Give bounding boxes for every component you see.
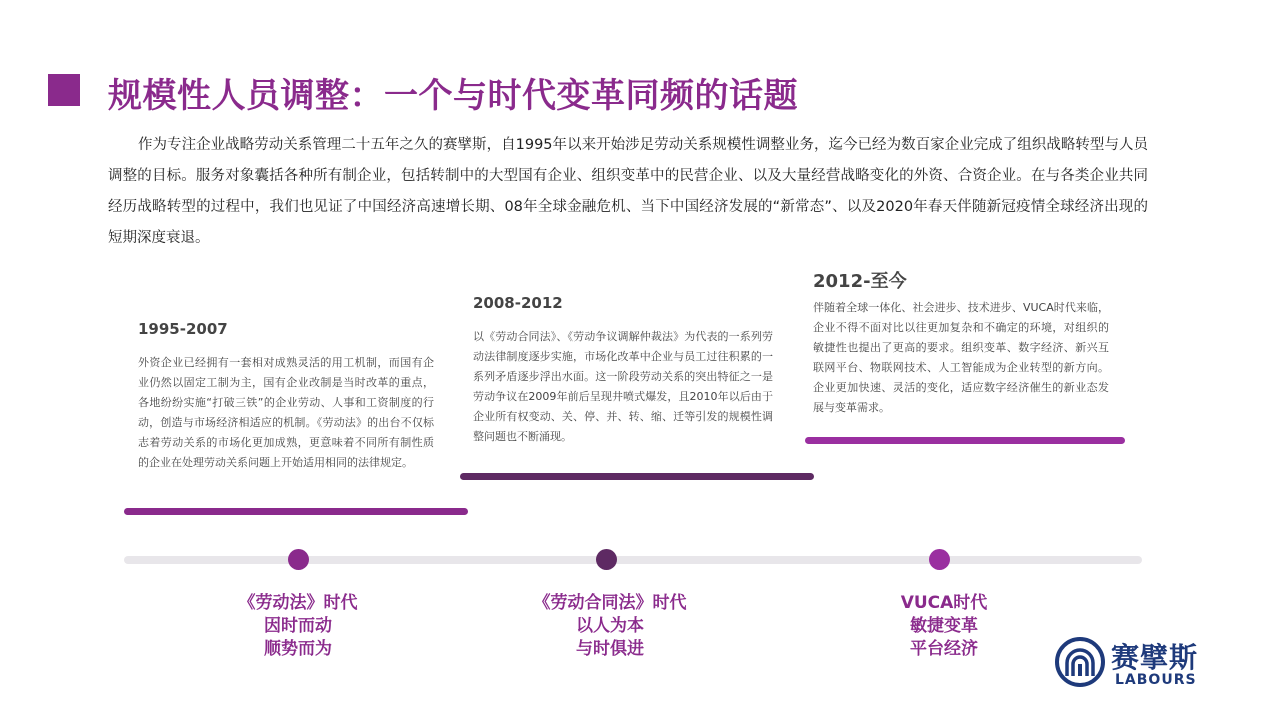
era-2-caption-line: 以人为本 <box>576 616 644 636</box>
era-2-bar <box>460 473 814 480</box>
era-2-description: 以《劳动合同法》、《劳动争议调解仲裁法》为代表的一系列劳动法律制度逐步实施，市场化改革中企业与员工过往积累的一系列矛盾逐步浮出水面。这一阶段劳动关系的突出特征之一是劳动争议在2009年前后呈现井喷式爆发，且2010年以后由于企业所有权变动、关、停、并、转、缩、迁等引发的规模性调整问题也不断涌现。 <box>473 330 773 443</box>
era-1-caption <box>188 592 408 661</box>
logo-name-cn: 赛擘斯 <box>1111 641 1199 674</box>
era-1-caption-line: 因时而动 <box>264 616 332 636</box>
title-square-icon <box>48 74 80 106</box>
era-1-caption-line: 顺势而为 <box>264 639 332 659</box>
era-2-year: 2008-2012 <box>473 294 563 312</box>
era-3-caption-line: VUCA时代 <box>900 593 988 613</box>
era-3-bar <box>805 437 1125 444</box>
era-2-caption-line: 与时俱进 <box>576 639 644 659</box>
era-3-year: 2012-至今 <box>813 271 907 292</box>
timeline-dot-3 <box>929 549 950 570</box>
era-1-bar <box>124 508 468 515</box>
logo-name-en: LABOURS <box>1115 672 1197 688</box>
timeline-dot-1 <box>288 549 309 570</box>
labours-logo-icon <box>1054 636 1106 688</box>
timeline-track <box>124 556 1142 564</box>
era-2-caption <box>500 592 720 661</box>
company-logo <box>1054 636 1224 692</box>
era-1-year: 1995-2007 <box>138 320 228 338</box>
era-1-description: 外资企业已经拥有一套相对成熟灵活的用工机制，而国有企业仍然以固定工制为主，国有企业改制是当时改革的重点，各地纷纷实施“打破三铁”的企业劳动、人事和工资制度的行动，创造与市场经济相适应的机制。《劳动法》的出台不仅标志着劳动关系的市场化更加成熟，更意味着不同所有制性质的企业在处理劳动关系问题上开始适用相同的法律规定。 <box>138 356 434 469</box>
era-1-caption-line: 《劳动法》时代 <box>238 593 358 613</box>
era-3-caption <box>834 592 1054 661</box>
era-3-caption-line: 平台经济 <box>910 639 978 659</box>
page-title: 规模性人员调整：一个与时代变革同频的话题 <box>108 76 798 116</box>
timeline-dot-2 <box>596 549 617 570</box>
intro-paragraph: 作为专注企业战略劳动关系管理二十五年之久的赛擘斯，自1995年以来开始涉足劳动关系规模性调整业务，迄今已经为数百家企业完成了组织战略转型与人员调整的目标。服务对象囊括各种所有制企业，包括转制中的大型国有企业、组织变革中的民营企业、以及大量经营战略变化的外资、合资企业。在与各类企业共同经历战略转型的过程中，我们也见证了中国经济高速增长期、08年全球金融危机、当下中国经济发展的“新常态”、以及2020年春天伴随新冠疫情全球经济出现的短期深度衰退。 <box>108 137 1148 246</box>
era-3-caption-line: 敏捷变革 <box>910 616 978 636</box>
era-2-caption-line: 《劳动合同法》时代 <box>533 593 687 613</box>
era-3-description: 伴随着全球一体化、社会进步、技术进步、VUCA时代来临，企业不得不面对比以往更加复杂和不确定的环境，对组织的敏捷性也提出了更高的要求。组织变革、数字经济、新兴互联网平台、物联网技术、人工智能成为企业转型的新方向。企业更加快速、灵活的变化，适应数字经济催生的新业态发展与变革需求。 <box>813 301 1109 414</box>
